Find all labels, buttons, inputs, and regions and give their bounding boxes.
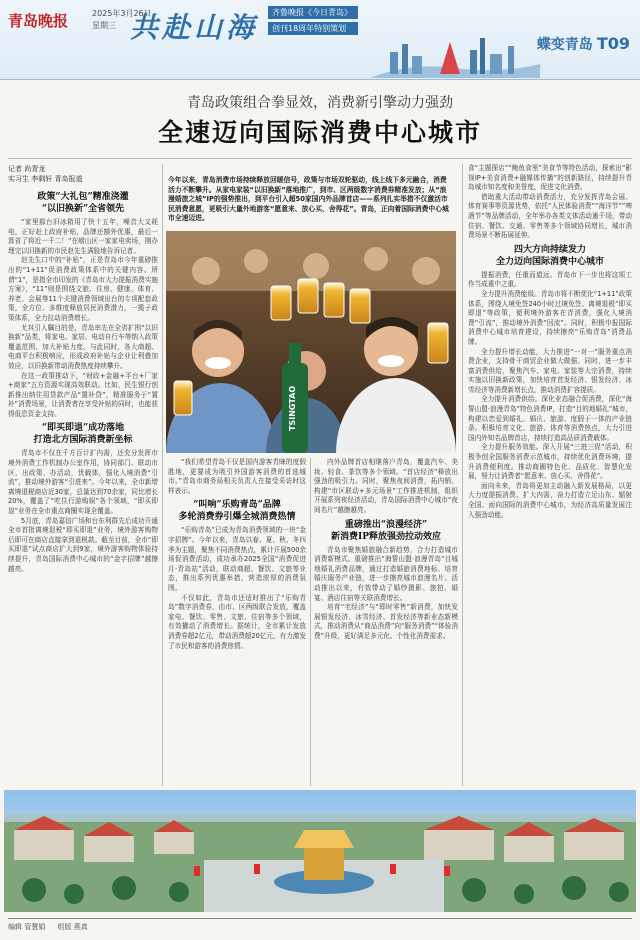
paragraph: 培育“宅经济”与“即时零售”新消费，加快发展银发经济、冰雪经济、首发经济等新业态新模式，推动消费从“商品消费”向“服务消费”“体验消费”升级，更好满足多元化、个性化消费需求。 [314,603,458,640]
paragraph: 在这一政策推动下，“财政+金融+平台+厂家+商家”五方资源实现高效联动。比如，民生银行创新推出纳住用贷款产品“置补贷”，精准服务于“置补”消费场景，让消费者在享受补贴的同时，也能获得低息资金支持。 [8,371,158,418]
paragraph: 全力提升消费供给。深化业态融合促消费，深化“海誓山盟·浪漫青岛”特色消费IP，打造“目的地婚礼”城市，构建以恋爱到婚礼、婚庆、旅游、度假于一体的产业链条。积极培育文化、旅游、体育等消费热点，大力引进国内外知名品牌首店，持续打造高品质消费载体。 [468,395,632,442]
byline-reporter: 记者 尚青龙 [8,165,46,173]
editor-credit: 编辑 管慧娟 [8,923,46,931]
section-name: 蝶变青岛 [536,37,593,53]
section-label [537,34,630,54]
paragraph: 尤其引人瞩目的是，青岛率先在全省扩围“以旧换新”品类，将家电、家居、电动自行车等纳入政策覆盖范围，加大补贴力度。与此同时，各大商超、电商平台积极响应，形成政府补贴与企业让利叠加效应，以旧换新带动消费热度持续攀升。 [8,323,158,370]
headline-divider [8,158,632,159]
bottle-label: TSINGTAO [288,385,297,431]
paragraph: “乐购青岛”已成为青岛消费领域的一块“金字招牌”。今年以来，青岛以春、夏、秋、冬四季为主题，聚焦不同消费热点，累计开展500余场促消费活动，成功承办2025全国“消费促进月·青岛站”活动，联动商超、餐饮、文旅等业态，推出系列优惠举措，营造浓厚的消费氛围。 [168,526,306,592]
paragraph: 面向未来，青岛将更加主动融入新发展格局，以更大力度提振消费、扩大内需，奋力打造立足山东、辐射全国、面向国际的消费中心城市，为经济高质量发展注入强劲动能。 [468,481,632,519]
badge-line-1: 齐鲁晚报《今日青岛》 [268,6,358,19]
city-skyline-illustration [370,32,540,78]
column-3 [314,458,458,788]
paragraph: 赵先生口中的“补贴”，正是青岛市今年重磅推出的“1+11”促消费政策体系中的关键内容。所谓“1”，是指全市印发的《青岛市大力提振消费实施方案》，“11”则是围绕文旅、住房、健康、体育、养老、会展等11个关键消费领域出台的专项配套政策，全方位、多维度释放居民消费潜力，一揽子政策体系，全力拉动消费增长。 [8,256,158,322]
paragraph: 内外品牌首店相继落户青岛，覆盖汽车、美妆、轻食、茶饮等多个领域。“首店经济”释放出强劲的吸引力。同时，聚焦夜间消费，拓内销、构建“市区联动+多元场景”工作推进机制，组织开展系列夜经济活动，青岛国际消费中心城市“夜间名片”越擦越亮。 [314,458,458,514]
main-headline: 全速迈向国际消费中心城市 [157,118,482,147]
paragraph: 借助重大活动带动消费活力，充分发挥青岛会展、体育赛事等资源优势，依托“人民体验消费”“海洋节”“啤酒节”等品牌活动，全年举办各类文体活动逾千场，带动住宿、餐饮、交通、零售等多个领域协同增长，城市消费场景不断拓展延伸。 [468,192,632,240]
paragraph: 不仅如此，青岛市还适时推出了“乐购青岛”数字消费券，由市、区两级联合发放，覆盖家电、餐饮、零售、文旅、住宿等多个领域，有效撬动了消费增长。据统计，全市累计发放消费券超2亿元，带动消费超20亿元，有力激发了市民和游客的消费热情。 [168,593,306,650]
photo-illustration [166,231,456,453]
paragraph: 全力提升增长动能，大力推进“一对一”服务重点消费企业，支持骨干商贸企业做大做强。同时，进一步丰富消费供给，聚焦汽车、家电、家装等大宗消费，持续实施以旧换新政策，加快培育首发经济、银发经济、冰雪经济等消费新增长点，推动消费扩容提质。 [468,347,632,394]
issue-weekday: 星期三 [92,21,116,30]
column-divider [462,164,463,786]
paper-logo: 青岛晚报 [8,12,69,30]
subheading-shopping-brand: “叫响”乐购青岛”品牌 多轮消费券引爆全城消费热情 [178,500,296,523]
column-title: 共赴山海 [130,11,259,44]
paragraph: 5月底，青岛嘉信广场和台东利群先后成功开通全市首批离境退税“即买即退”业务，境外游客购物后即可在商店直接拿到退税款。截至目前，全市“即买即退”试点商店扩大到9家，境外游客购物体验持续提升，青岛国际消费中心城市的“金字招牌”越擦越亮。 [8,516,158,573]
subheading-policy: 政策“大礼包”精准浇灌 “以旧换新”全省领先 [37,192,129,214]
subheading-romance-economy: 重磅推出“浪漫经济” 新消费IP释放强劲拉动效应 [331,519,441,542]
byline [8,164,158,184]
subheading-tax-refund: “即买即退”成功落地 打造北方国际消费新坐标 [33,423,133,446]
paragraph: “我们希望青岛不仅是国内游客青睐的度假胜地，更要成为吸引外国游客消费的首选城市。”青岛市商务局相关负责人在接受采访时这样表示。 [168,458,306,495]
column-2 [168,458,306,788]
column-1 [8,188,158,788]
kicker-headline: 青岛政策组合拳显效，消费新引擎动力强劲 [187,95,453,111]
paragraph: “家里那台旧冰箱用了快十五年，噪音大又耗电，正好赶上政府补贴，品牌还额外优惠，最后一算省了将近一千二！”在崂山区一家家电卖场，刚办理完以旧换新的市民赵先生满脸地告诉记者。 [8,218,158,255]
column-divider [162,164,163,786]
layout-credit: 组版 燕真 [57,923,88,931]
beer-city-aerial-photo [4,790,636,912]
subheading-four-directions: 四大方向持续发力 全力迈向国际消费中心城市 [495,244,604,267]
page-footer [8,918,632,932]
paragraph: 全力提升服务效能。深入开展“三进三促”活动，积极争创全国服务消费示范城市，持续优化消费环境，提升消费便利度。推动商圈特色化、品质化、智慧化发展，努力让消费者“愿意来、放心买、舍得花”。 [468,443,632,481]
byline-intern: 实习生 李剩轩 青岛报道 [8,175,83,183]
paragraph: 全力提升消费能级。青岛市将不断优化“1+11”政策体系，围绕人境免签240小时过境免签、离境退税“即买即退”等政策，便利境外游客在青消费，强化入境消费“引流”，推动境外消费“回流”。同时，积极申报国际消费中心城市培育建设，持续擦亮“乐购青岛”消费品牌。 [468,289,632,346]
issue-date-text: 2025年3月26日 [92,9,152,18]
column-4 [468,164,632,788]
masthead [0,0,640,80]
page-number: T09 [596,34,630,53]
paragraph: 青岛市聚焦婚旅融合新趋势，合力打造城市消费新模式。重磅推出“海誓山盟·浪漫青岛”目城地婚礼消费品牌，通过打造婚旅消费地标、培育婚庆服务产业链，进一步擦亮城市浪漫名片。活动推出以来，有效带动了婚纱摄影、旅拍、婚宴、酒店住宿等关联消费增长。 [314,545,458,602]
anniversary-badge [268,6,358,38]
paragraph: 提振消费，任重而道远。青岛市下一步也将这项工作当成重中之重。 [468,270,632,289]
column-divider [310,458,311,786]
aerial-illustration [4,790,636,912]
beer-festival-photo [166,231,456,453]
paragraph: 青岛市不仅在千方百计扩内需，还充分发挥市境外消费工作机制办公室作用，协同部门、联动市区，出政策、办活动，优载体，强化入境消费“引流”，推动境外游客“引进来”。今年以来，全市新增离境退税商店近30家，总量达到70余家，同比增长20%，覆盖了“吃住行游购娱”各个领域，“即买即退”业务在全市重点商圈实现全覆盖。 [8,449,158,516]
badge-line-2: 创刊18周年特别策划 [268,22,358,35]
lead-paragraph: 今年以来，青岛消费市场持续释放回暖信号，政策与市场双轮驱动，线上线下多元融合，消费活力不断攀升。从家电家装“以旧换新”落地推广，到市、区两级数字消费券精准发放；从“浪漫婚旅之城”IP的强势推出，到平台引入超50家国内外品牌首店——系列扎实举措不仅激活市民消费意愿，更吸引大量外地游客“愿意来、放心买、舍得花”。青岛，正向着国际消费中心城市全速迈进。 [168,176,449,223]
paragraph: 食“主题探店”“鲍鱼食里”美食节等特色活动，探索出“影视IP+美食消费+融媒体传播”的创新路径，持续提升青岛城市知名度和美誉度，促进文化消费。 [468,164,632,192]
